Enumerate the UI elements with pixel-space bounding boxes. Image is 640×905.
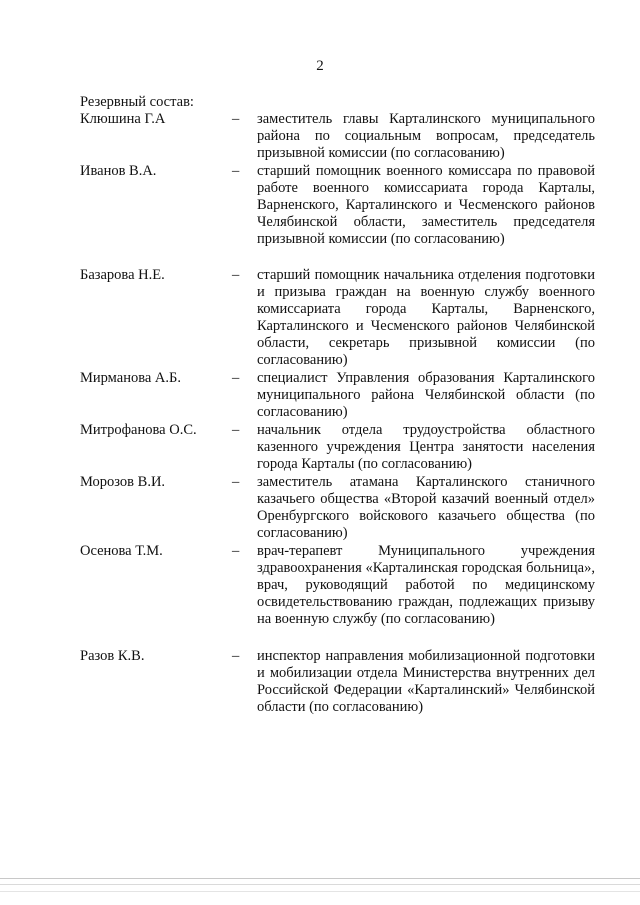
section-heading: Резервный состав:	[80, 94, 194, 110]
member-description: инспектор направления мобилизационной подготовки и мобилизации отдела Министерства внутренних дел Российской Федерации «Карталинский» Челябинской области (по согласованию)	[257, 648, 595, 716]
member-description: врач-терапевт Муниципального учреждения здравоохранения «Карталинская городская больница», врач, руководящий работой по медицинскому освидетельствованию граждан, подлежащих призыву на военную службу (по согласованию)	[257, 543, 595, 628]
dash-separator: –	[232, 422, 240, 438]
member-description: начальник отдела трудоустройства областного казенного учреждения Центра занятости населения города Карталы (по согласованию)	[257, 422, 595, 473]
scan-edge-line	[0, 878, 640, 879]
member-name: Клюшина Г.А	[80, 111, 166, 127]
member-description: специалист Управления образования Карталинского муниципального района Челябинской области (по согласованию)	[257, 370, 595, 421]
dash-separator: –	[232, 648, 240, 664]
scan-edge-line	[0, 891, 640, 892]
member-description: заместитель атамана Карталинского станичного казачьего общества «Второй казачий военный отдел» Оренбургского войскового казачьего общества (по согласованию)	[257, 474, 595, 542]
member-name: Иванов В.А.	[80, 163, 157, 179]
member-name: Разов К.В.	[80, 648, 145, 664]
member-name: Морозов В.И.	[80, 474, 166, 490]
dash-separator: –	[232, 543, 240, 559]
member-name: Осенова Т.М.	[80, 543, 163, 559]
dash-separator: –	[232, 111, 240, 127]
dash-separator: –	[232, 370, 240, 386]
dash-separator: –	[232, 474, 240, 490]
dash-separator: –	[232, 163, 240, 179]
member-name: Базарова Н.Е.	[80, 267, 165, 283]
member-description: старший помощник военного комиссара по правовой работе военного комиссариата города Карталы, Варненского, Карталинского и Чесменского районов Челябинской области, заместитель председателя призывной комиссии (по согласованию)	[257, 163, 595, 248]
member-name: Мирманова А.Б.	[80, 370, 181, 386]
member-description: старший помощник начальника отделения подготовки и призыва граждан на военную службу военного комиссариата города Карталы, Варненского, Карталинского и Чесменского районов Челябинской области, секретарь призывной комиссии (по согласованию)	[257, 267, 595, 369]
member-name: Митрофанова О.С.	[80, 422, 197, 438]
page-number: 2	[316, 58, 324, 74]
member-description: заместитель главы Карталинского муниципального района по социальным вопросам, председатель призывной комиссии (по согласованию)	[257, 111, 595, 162]
dash-separator: –	[232, 267, 240, 283]
scan-edge-line	[0, 884, 640, 885]
